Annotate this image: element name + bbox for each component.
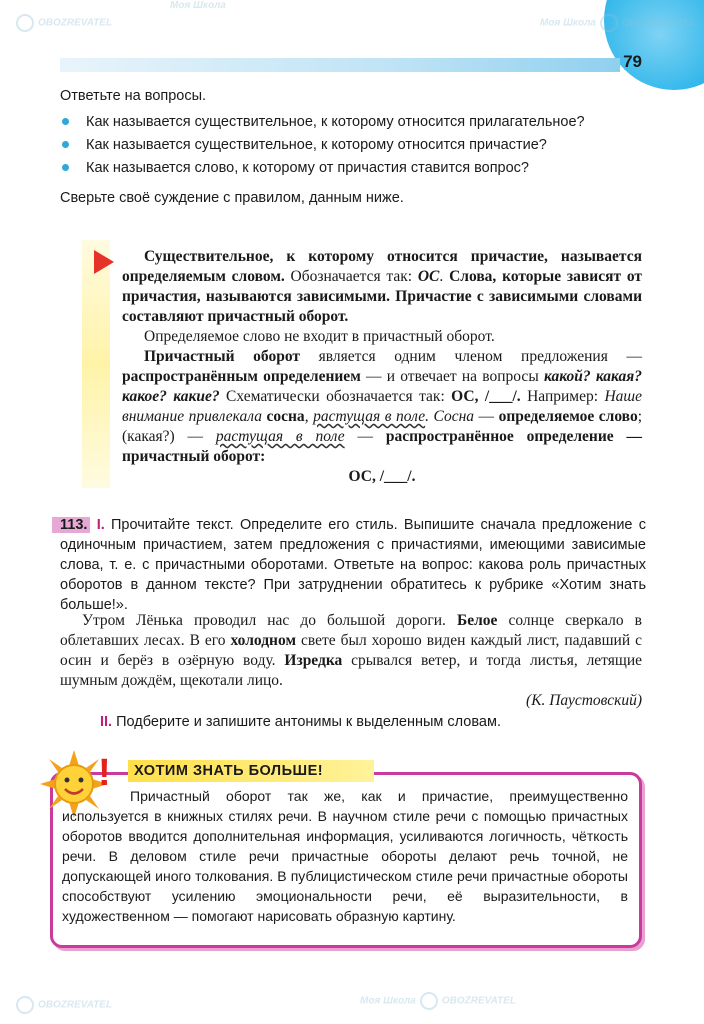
example-noun: сосна [266, 408, 305, 425]
question-text: Как называется существительное, к которому относится прилагательное? [86, 114, 585, 130]
highlighted-word: Изредка [284, 652, 343, 669]
example-text: , [304, 408, 314, 425]
task-part-roman: II. [100, 714, 113, 730]
watermark-brand: OBOZREVATEL [38, 17, 113, 29]
task-part-roman: I. [96, 517, 105, 533]
watermark-logo-icon [420, 992, 438, 1010]
task-instruction: Прочитайте текст. Определите его стиль. Выпишите сначала предложение с одиночным причастием, затем предложения с причастиями, имеющими зависимые слова, т. е. с причастными оборотами. Ответьте на вопрос: какова роль причастных оборотов в данном тексте? При затруднении обратитесь к рубрике «Хотим знать больше!». [60, 517, 646, 613]
bullet-icon [62, 141, 69, 148]
rule-term: Существительное, к которому относится причастие, называется определяемым словом. [122, 248, 642, 285]
example-text: — [344, 428, 386, 445]
example-text: ; (какая?) — [122, 408, 643, 445]
example-term: определяемое слово [498, 408, 638, 425]
rule-highlight-bar [82, 240, 110, 488]
rule-scheme: ОС, /___/. [451, 388, 521, 405]
rule-paragraph [122, 247, 642, 327]
list-item [60, 158, 650, 178]
watermark [12, 14, 112, 32]
question-text: Как называется слово, к которому от причастия ставится вопрос? [86, 160, 529, 176]
rule-symbol: ОС [417, 268, 440, 285]
know-more-text [62, 786, 628, 926]
rule-block [122, 247, 642, 487]
page-number: 79 [623, 52, 642, 71]
rule-text: является одним членом предложения — [300, 348, 642, 365]
task-number: 113. [52, 517, 90, 533]
passage-paragraph [60, 611, 642, 691]
passage-text: срывался ветер, и тогда листья, летящие шумным дождём, щекотали лицо. [60, 652, 642, 689]
question-list [60, 112, 650, 178]
corner-decoration [604, 0, 704, 90]
watermark [12, 996, 112, 1014]
task-instruction: Подберите и запишите антонимы к выделенным словам. [112, 714, 501, 730]
rule-text: Обозначается так: [284, 268, 418, 285]
watermark [360, 992, 516, 1010]
highlighted-word: холодном [230, 632, 297, 649]
watermark-brand: OBOZREVATEL [441, 995, 516, 1007]
watermark-brand: OBOZREVATEL [621, 17, 696, 29]
example-text: . Сосна [425, 408, 475, 425]
passage-text: Утром Лёнька проводил нас до большой дороги. [82, 612, 457, 629]
watermark-school: Моя Школа [170, 0, 226, 11]
scheme-text: ОС, /___/. [348, 468, 416, 485]
intro-prompt: Ответьте на вопросы. [60, 88, 207, 104]
highlighted-word: Белое [456, 612, 498, 629]
list-item [60, 112, 650, 132]
passage-text: свете был хорошо виден каждый лист, падавший с осин и берёз в озёрную воду. [60, 632, 642, 669]
example-text: Наше внимание привлекала [122, 388, 642, 425]
watermark-school: Моя Школа [540, 17, 596, 29]
scheme-final [122, 467, 642, 487]
rule-paragraph [122, 347, 642, 467]
task-part-2 [100, 714, 640, 730]
watermark-logo-icon [16, 14, 34, 32]
compare-instruction: Сверьте своё суждение с правилом, данным ниже. [60, 190, 404, 206]
rule-text: — и отвечает на вопросы [360, 368, 544, 385]
question-text: Как называется существительное, к которому относится причастие? [86, 137, 547, 153]
bullet-icon [62, 118, 69, 125]
rule-term: распространённым определением [122, 368, 361, 385]
watermark [170, 0, 226, 11]
watermark-logo-icon [16, 996, 34, 1014]
know-more-title: ХОТИМ ЗНАТЬ БОЛЬШЕ! [128, 760, 374, 782]
passage-text: солнце сверкало в облетавших лесах. В его [60, 612, 643, 649]
rule-text: Например: [520, 388, 605, 405]
rule-text: Схематически обозначается так: [219, 388, 452, 405]
header-bar [60, 58, 620, 72]
exclamation-icon: ! [98, 752, 111, 794]
watermark-brand: OBOZREVATEL [38, 999, 113, 1011]
example-term: распространённое определение — причастный оборот: [122, 428, 643, 465]
bullet-icon [62, 164, 69, 171]
list-item [60, 135, 650, 155]
reading-passage [60, 611, 642, 711]
intro-section [60, 86, 650, 208]
rule-term: Причастный оборот [144, 348, 301, 365]
rule-marker-icon [94, 250, 114, 274]
rule-paragraph: Определяемое слово не входит в причастный оборот. [144, 328, 495, 345]
rule-questions: какой? какая? какое? какие? [122, 368, 642, 405]
know-more-paragraph: Причастный оборот так же, как и причастие, преимущественно используется в книжных стилях речи. В научном стиле речи с помощью причастных оборотов вводится дополнительная информация, усиливаются логичность, чёткость речи. В деловом стиле речи причастные обороты делают речь точной, не допускающей иного толкования. В публицистическом стиле речи причастные обороты способствуют усилению эмоциональности речи, её выразительности, в художественном — помогают нарисовать образную картину. [62, 788, 628, 924]
rule-term: Слова, которые зависят от причастия, называются зависимыми. Причастие с зависимыми словами составляют причастный оборот. [122, 268, 643, 325]
example-participle: растущая в поле [215, 428, 345, 445]
task-113 [60, 515, 646, 615]
example-participle: растущая в поле [313, 408, 426, 425]
watermark-school: Моя Школа [360, 995, 416, 1007]
rule-text: . [439, 268, 450, 285]
example-text: — [474, 408, 499, 425]
passage-author: (К. Паустовский) [526, 692, 642, 709]
